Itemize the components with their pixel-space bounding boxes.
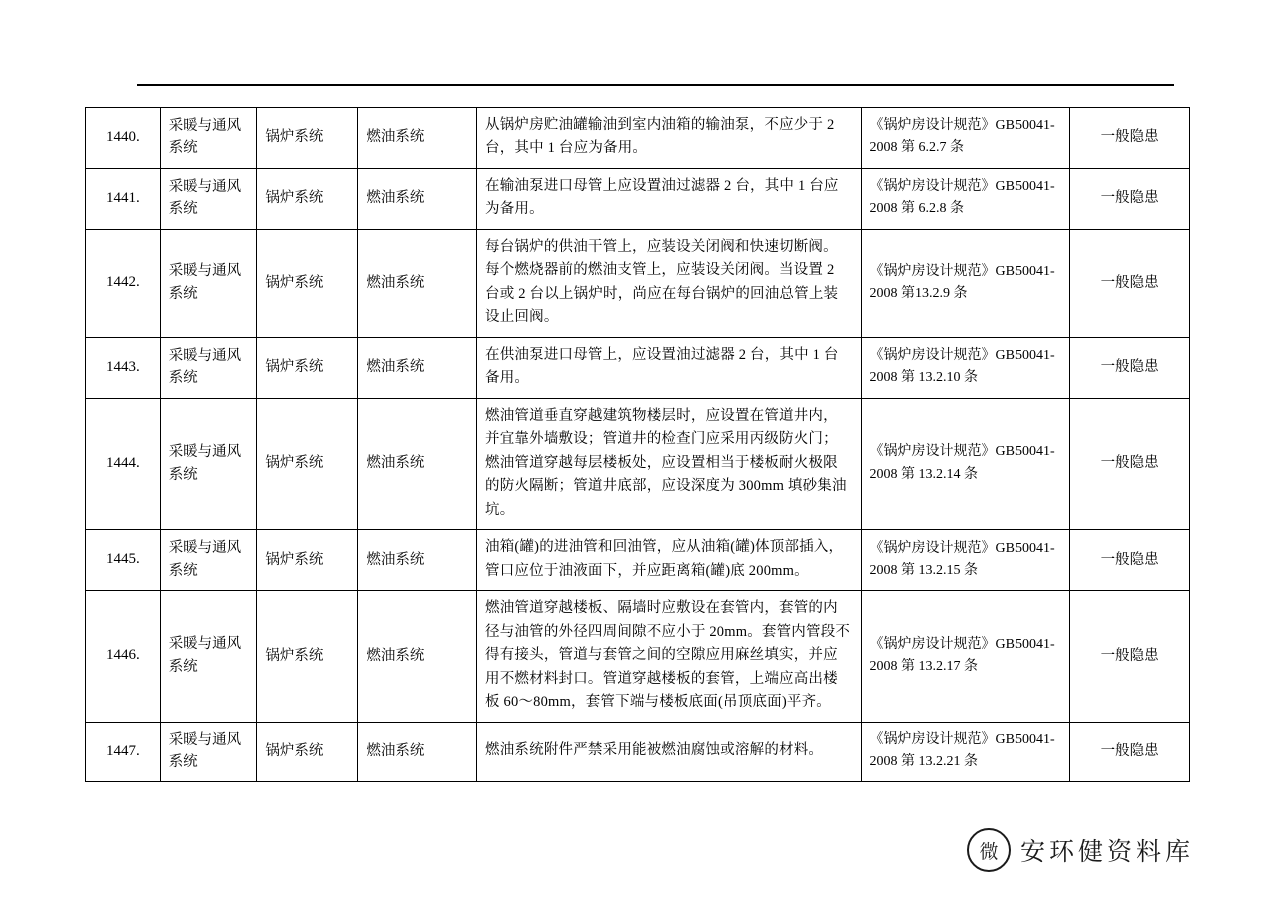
row-description: 在输油泵进口母管上应设置油过滤器 2 台，其中 1 台应为备用。	[477, 168, 861, 229]
row-number: 1442.	[86, 229, 161, 337]
table-row	[86, 722, 1190, 781]
row-level: 一般隐患	[1070, 398, 1190, 529]
table-row	[86, 337, 1190, 398]
header-divider	[137, 84, 1174, 86]
row-number: 1446.	[86, 591, 161, 722]
row-system: 锅炉系统	[257, 530, 358, 591]
row-reference: 《锅炉房设计规范》GB50041-2008 第 13.2.10 条	[861, 337, 1070, 398]
row-reference: 《锅炉房设计规范》GB50041-2008 第 13.2.21 条	[861, 722, 1070, 781]
row-level: 一般隐患	[1070, 229, 1190, 337]
watermark	[967, 822, 1197, 878]
row-number: 1447.	[86, 722, 161, 781]
row-system: 锅炉系统	[257, 591, 358, 722]
row-category: 采暖与通风系统	[160, 530, 257, 591]
row-reference: 《锅炉房设计规范》GB50041-2008 第13.2.9 条	[861, 229, 1070, 337]
row-reference: 《锅炉房设计规范》GB50041-2008 第 13.2.15 条	[861, 530, 1070, 591]
watermark-label: 安环健资料库	[1020, 839, 1195, 866]
row-description: 在供油泵进口母管上，应设置油过滤器 2 台，其中 1 台备用。	[477, 337, 861, 398]
row-description: 从锅炉房贮油罐输油到室内油箱的输油泵，不应少于 2 台，其中 1 台应为备用。	[477, 108, 861, 169]
row-level: 一般隐患	[1070, 530, 1190, 591]
row-system: 锅炉系统	[257, 398, 358, 529]
row-category: 采暖与通风系统	[160, 337, 257, 398]
row-subsystem: 燃油系统	[358, 398, 477, 529]
row-subsystem: 燃油系统	[358, 108, 477, 169]
row-description: 燃油管道穿越楼板、隔墙时应敷设在套管内，套管的内径与油管的外径四周间隙不应小于 20mm。套管内管段不得有接头，管道与套管之间的空隙应用麻丝填实，并应用不燃材料封口。管道穿越楼板的套管，上端应高出楼板 60～80mm，套管下端与楼板底面(吊顶底面)平齐。	[477, 591, 861, 722]
row-level: 一般隐患	[1070, 722, 1190, 781]
table-row	[86, 398, 1190, 529]
row-system: 锅炉系统	[257, 168, 358, 229]
row-number: 1445.	[86, 530, 161, 591]
row-system: 锅炉系统	[257, 229, 358, 337]
wechat-badge-icon: 微	[967, 828, 1011, 872]
row-description: 燃油系统附件严禁采用能被燃油腐蚀或溶解的材料。	[477, 722, 861, 781]
row-subsystem: 燃油系统	[358, 591, 477, 722]
row-subsystem: 燃油系统	[358, 229, 477, 337]
row-reference: 《锅炉房设计规范》GB50041-2008 第 6.2.7 条	[861, 108, 1070, 169]
row-reference: 《锅炉房设计规范》GB50041-2008 第 6.2.8 条	[861, 168, 1070, 229]
hazard-table	[85, 107, 1190, 782]
row-category: 采暖与通风系统	[160, 398, 257, 529]
row-description: 油箱(罐)的进油管和回油管，应从油箱(罐)体顶部插入，管口应位于油液面下，并应距离箱(罐)底 200mm。	[477, 530, 861, 591]
row-number: 1440.	[86, 108, 161, 169]
table-row	[86, 229, 1190, 337]
row-reference: 《锅炉房设计规范》GB50041-2008 第 13.2.17 条	[861, 591, 1070, 722]
row-level: 一般隐患	[1070, 337, 1190, 398]
row-number: 1444.	[86, 398, 161, 529]
row-reference: 《锅炉房设计规范》GB50041-2008 第 13.2.14 条	[861, 398, 1070, 529]
row-subsystem: 燃油系统	[358, 168, 477, 229]
row-description: 每台锅炉的供油干管上，应装设关闭阀和快速切断阀。每个燃烧器前的燃油支管上，应装设关闭阀。当设置 2 台或 2 台以上锅炉时，尚应在每台锅炉的回油总管上装设止回阀。	[477, 229, 861, 337]
row-category: 采暖与通风系统	[160, 168, 257, 229]
row-category: 采暖与通风系统	[160, 229, 257, 337]
row-number: 1441.	[86, 168, 161, 229]
table-row	[86, 168, 1190, 229]
row-subsystem: 燃油系统	[358, 337, 477, 398]
table-row	[86, 591, 1190, 722]
row-number: 1443.	[86, 337, 161, 398]
row-category: 采暖与通风系统	[160, 722, 257, 781]
row-level: 一般隐患	[1070, 108, 1190, 169]
table-row	[86, 108, 1190, 169]
row-system: 锅炉系统	[257, 108, 358, 169]
row-level: 一般隐患	[1070, 168, 1190, 229]
row-subsystem: 燃油系统	[358, 530, 477, 591]
row-level: 一般隐患	[1070, 591, 1190, 722]
table-row	[86, 530, 1190, 591]
row-system: 锅炉系统	[257, 337, 358, 398]
row-subsystem: 燃油系统	[358, 722, 477, 781]
row-category: 采暖与通风系统	[160, 591, 257, 722]
row-system: 锅炉系统	[257, 722, 358, 781]
row-category: 采暖与通风系统	[160, 108, 257, 169]
row-description: 燃油管道垂直穿越建筑物楼层时，应设置在管道井内，并宜靠外墙敷设；管道井的检查门应采用丙级防火门；燃油管道穿越每层楼板处，应设置相当于楼板耐火极限的防火隔断；管道井底部，应设深度为 300mm 填砂集油坑。	[477, 398, 861, 529]
hazard-table-container	[85, 107, 1190, 782]
